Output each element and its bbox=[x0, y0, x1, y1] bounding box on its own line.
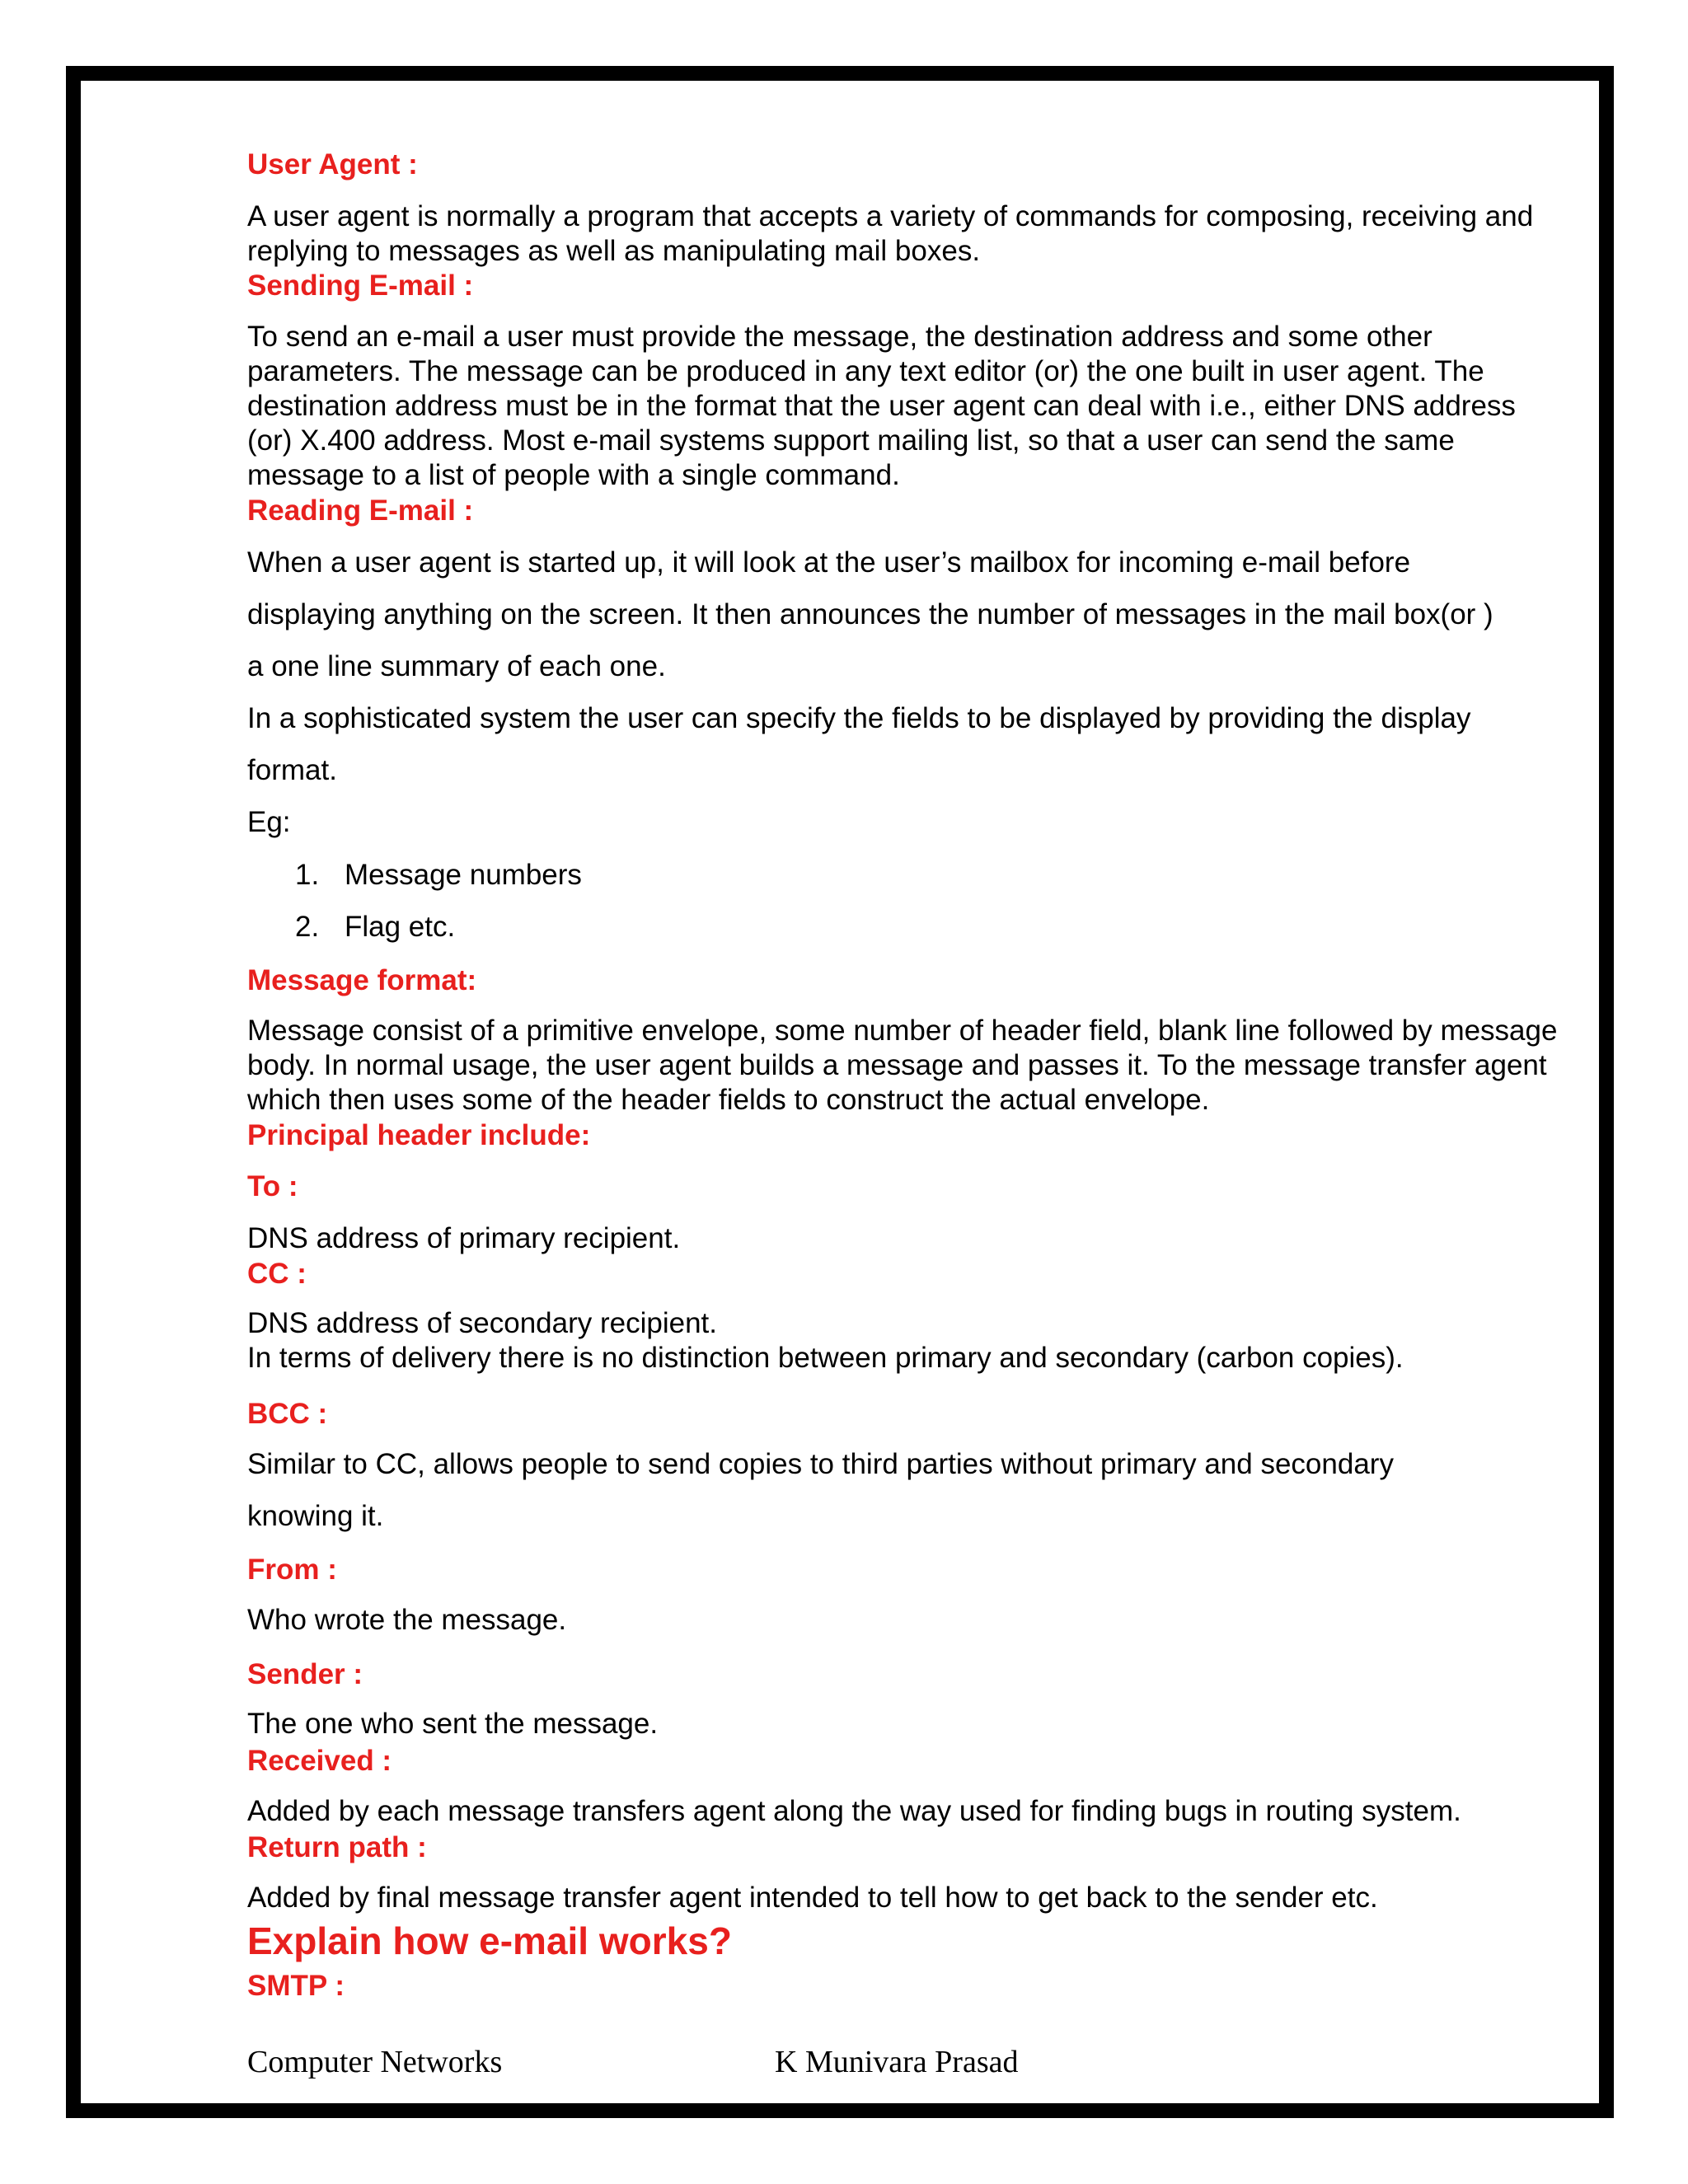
cc-heading: CC : bbox=[247, 1258, 307, 1290]
footer-subject: Computer Networks bbox=[247, 2045, 503, 2079]
return-path-paragraph: Added by final message transfer agent intended to tell how to get back to the sender etc. bbox=[247, 1882, 1378, 1914]
message-format-heading: Message format: bbox=[247, 964, 477, 996]
reading-email-line-5: format. bbox=[247, 754, 337, 786]
list-item-text: Message numbers bbox=[345, 859, 582, 891]
sending-email-heading: Sending E-mail : bbox=[247, 269, 474, 302]
smtp-heading: SMTP : bbox=[247, 1970, 345, 2002]
from-heading: From : bbox=[247, 1554, 337, 1586]
list-item-number: 2. bbox=[295, 911, 320, 943]
footer-author: K Munivara Prasad bbox=[775, 2045, 1019, 2079]
reading-email-line-2: displaying anything on the screen. It then announces the number of messages in the mail box(or ) bbox=[247, 598, 1493, 630]
explain-heading: Explain how e-mail works? bbox=[247, 1919, 732, 1962]
message-format-paragraph: Message consist of a primitive envelope, some number of header field, blank line followed by message body. In normal usage, the user agent builds a message and passes it. To the message transfer agent which then uses some of the header fields to construct the actual envelope. bbox=[247, 1015, 1558, 1116]
received-heading: Received : bbox=[247, 1745, 392, 1777]
list-item bbox=[295, 911, 455, 944]
cc-paragraph-2: In terms of delivery there is no distinction between primary and secondary (carbon copies). bbox=[247, 1342, 1404, 1374]
cc-paragraph-1: DNS address of secondary recipient. bbox=[247, 1307, 717, 1339]
list-item-number: 1. bbox=[295, 859, 320, 891]
bcc-line-1: Similar to CC, allows people to send copies to third parties without primary and secondary bbox=[247, 1448, 1394, 1480]
bcc-line-2: knowing it. bbox=[247, 1500, 384, 1532]
sender-paragraph: The one who sent the message. bbox=[247, 1708, 659, 1740]
bcc-heading: BCC : bbox=[247, 1398, 328, 1430]
user-agent-heading: User Agent : bbox=[247, 148, 418, 180]
return-path-heading: Return path : bbox=[247, 1831, 427, 1863]
reading-email-heading: Reading E-mail : bbox=[247, 494, 474, 527]
list-item bbox=[295, 859, 582, 892]
sending-email-paragraph: To send an e-mail a user must provide the message, the destination address and some other parameters. The message can be produced in any text editor (or) the one built in user agent. The destination address must be in the format that the user agent can deal with i.e., either DNS address (or) X.400 address. Most e-mail systems support mailing list, so that a user can send the same message to a list of people with a single command. bbox=[247, 321, 1516, 491]
eg-label: Eg: bbox=[247, 806, 291, 838]
to-heading: To : bbox=[247, 1170, 298, 1202]
list-item-text: Flag etc. bbox=[345, 911, 456, 943]
principal-header-heading: Principal header include: bbox=[247, 1119, 591, 1151]
from-paragraph: Who wrote the message. bbox=[247, 1604, 567, 1636]
reading-email-line-4: In a sophisticated system the user can specify the fields to be displayed by providing the display bbox=[247, 702, 1471, 734]
reading-email-line-1: When a user agent is started up, it will look at the user’s mailbox for incoming e-mail before bbox=[247, 546, 1411, 579]
reading-email-line-3: a one line summary of each one. bbox=[247, 650, 666, 682]
received-paragraph: Added by each message transfers agent along the way used for finding bugs in routing system. bbox=[247, 1795, 1461, 1827]
user-agent-paragraph: A user agent is normally a program that accepts a variety of commands for composing, receiving and replying to messages as well as manipulating mail boxes. bbox=[247, 200, 1534, 267]
to-paragraph: DNS address of primary recipient. bbox=[247, 1222, 681, 1254]
sender-heading: Sender : bbox=[247, 1658, 363, 1690]
